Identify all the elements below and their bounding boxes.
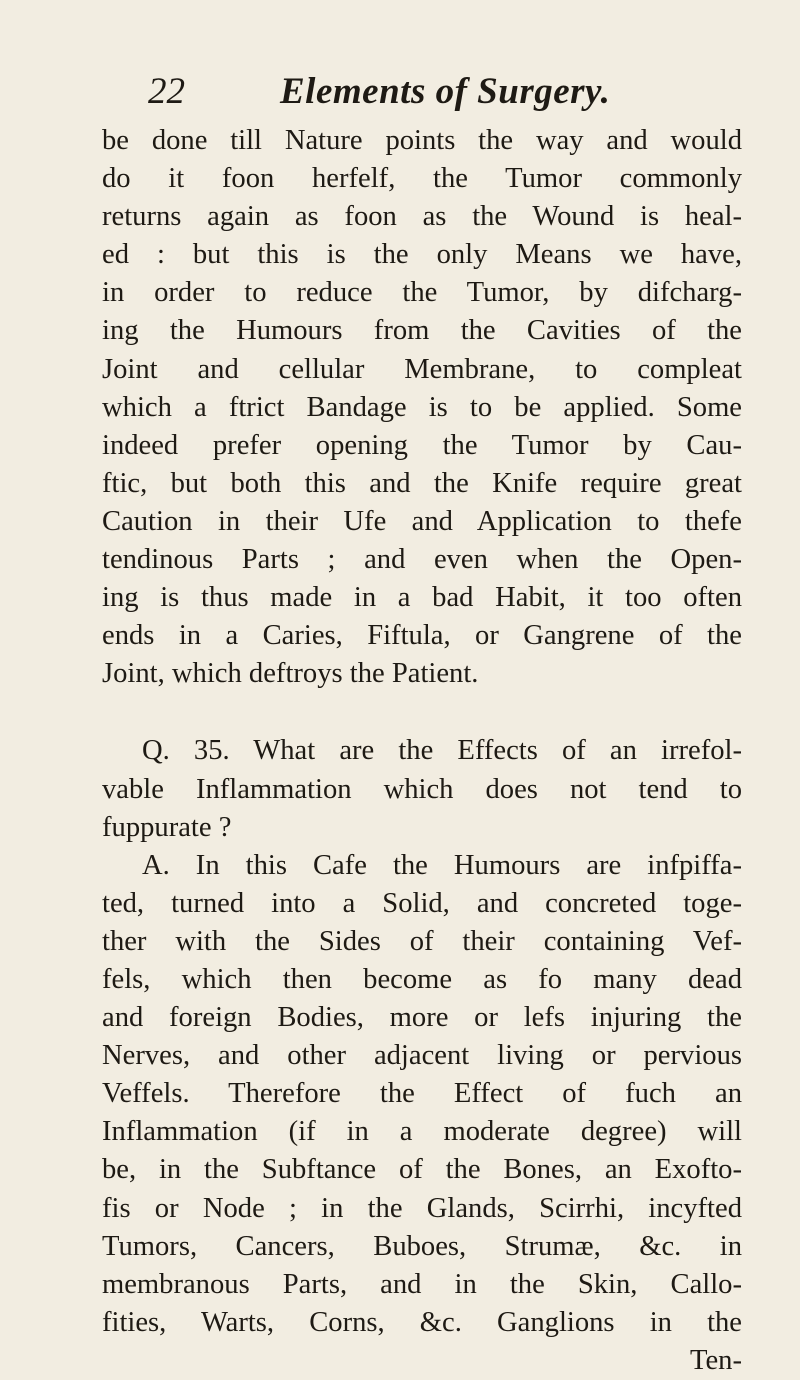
answer-line: Veffels. Therefore the Effect of fuch an bbox=[102, 1078, 742, 1110]
answer-line: Inflammation (if in a moderate degree) will bbox=[102, 1116, 742, 1148]
answer-paragraph bbox=[102, 847, 742, 1342]
text-line: ing is thus made in a bad Habit, it too often bbox=[102, 582, 742, 614]
answer-line: A. In this Cafe the Humours are infpiffa- bbox=[142, 849, 742, 881]
text-line: do it foon herfelf, the Tumor commonly bbox=[102, 163, 742, 195]
answer-line: fities, Warts, Corns, &c. Ganglions in the bbox=[102, 1306, 742, 1338]
answer-line: ther with the Sides of their containing Vef- bbox=[102, 925, 742, 957]
text-line: in order to reduce the Tumor, by difcharg- bbox=[102, 277, 742, 309]
answer-line: fels, which then become as fo many dead bbox=[102, 963, 742, 995]
answer-line: Tumors, Cancers, Buboes, Strumæ, &c. in bbox=[102, 1230, 742, 1262]
text-line: ing the Humours from the Cavities of the bbox=[102, 315, 742, 347]
question-line: Q. 35. What are the Effects of an irrefol- bbox=[142, 735, 742, 767]
text-line: Joint, which deftroys the Patient. bbox=[102, 658, 479, 690]
answer-line: ted, turned into a Solid, and concreted toge- bbox=[102, 887, 742, 919]
paragraph-1 bbox=[102, 122, 742, 693]
text-line: ends in a Caries, Fiftula, or Gangrene of the bbox=[102, 620, 742, 652]
page-number: 22 bbox=[148, 71, 185, 112]
text-line: tendinous Parts ; and even when the Open- bbox=[102, 544, 742, 576]
question-paragraph bbox=[102, 732, 742, 846]
text-line: returns again as foon as the Wound is heal- bbox=[102, 201, 742, 233]
paragraph-gap bbox=[102, 693, 742, 732]
text-line: ed : but this is the only Means we have, bbox=[102, 239, 742, 271]
text-block bbox=[102, 122, 742, 1380]
text-line: which a ftrict Bandage is to be applied. Some bbox=[102, 391, 742, 423]
text-line: Joint and cellular Membrane, to compleat bbox=[102, 353, 742, 385]
answer-line: Nerves, and other adjacent living or pervious bbox=[102, 1040, 742, 1072]
running-head bbox=[148, 70, 742, 120]
text-line: be done till Nature points the way and would bbox=[102, 125, 742, 156]
answer-line: membranous Parts, and in the Skin, Callo- bbox=[102, 1268, 742, 1300]
running-title: Elements of Surgery. bbox=[280, 71, 611, 112]
answer-line: fis or Node ; in the Glands, Scirrhi, incyfted bbox=[102, 1192, 742, 1224]
text-line: Caution in their Ufe and Application to thefe bbox=[102, 505, 742, 537]
answer-line: and foreign Bodies, more or lefs injuring the bbox=[102, 1002, 742, 1034]
catchword: Ten- bbox=[690, 1344, 742, 1376]
answer-line: be, in the Subftance of the Bones, an Exofto- bbox=[102, 1154, 742, 1186]
question-line: vable Inflammation which does not tend to bbox=[102, 773, 742, 805]
text-line: ftic, but both this and the Knife require great bbox=[102, 467, 742, 499]
question-line: fuppurate ? bbox=[102, 811, 232, 843]
text-line: indeed prefer opening the Tumor by Cau- bbox=[102, 429, 742, 461]
